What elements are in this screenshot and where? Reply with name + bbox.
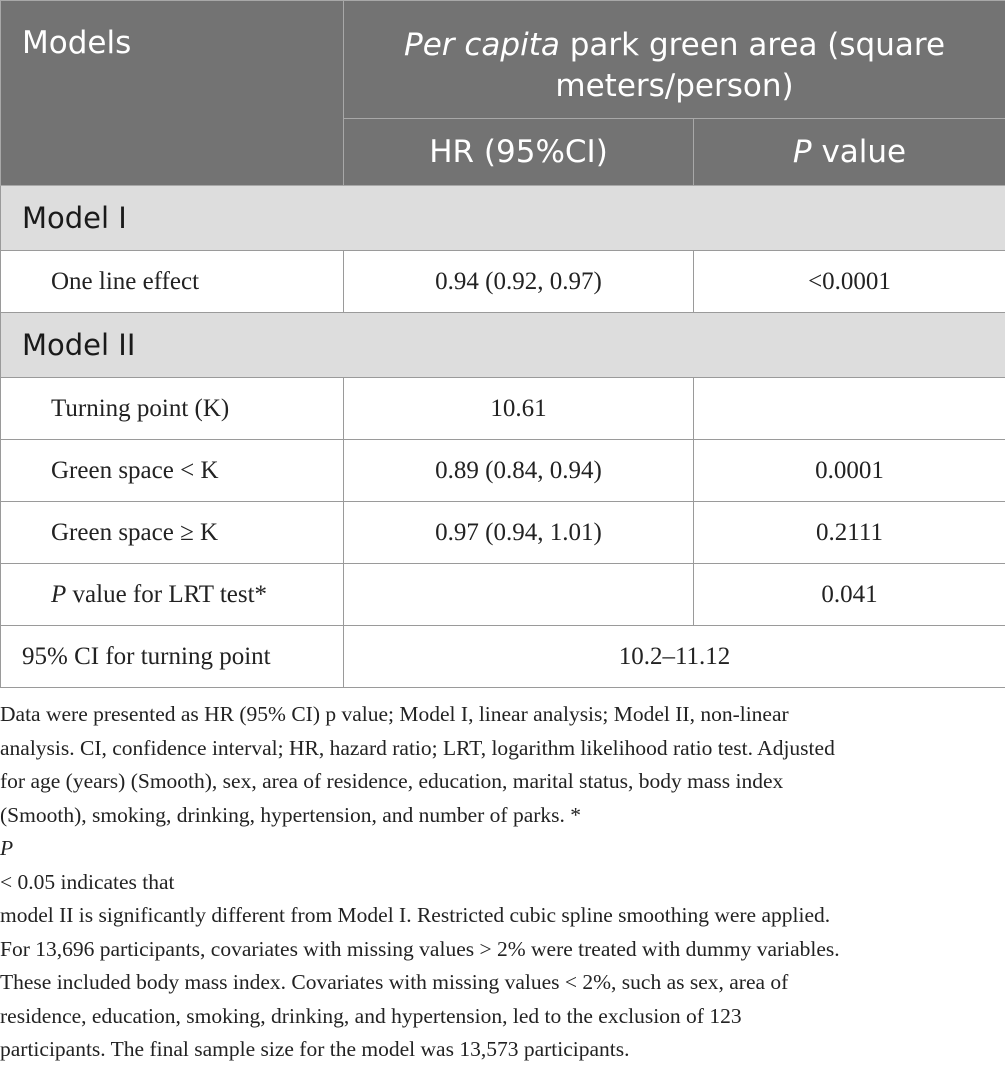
footnote-line: model II is significantly different from Model I. Restricted cubic spline smoothing were applied.: [0, 899, 1005, 933]
model-2-section: [1, 313, 1005, 378]
row-label: Green space < K: [1, 440, 344, 502]
table-row: [1, 502, 1005, 564]
per-capita-rest-1: park green area (square: [560, 27, 945, 63]
footnote-line: residence, education, smoking, drinking, and hypertension, led to the exclusion of 123: [0, 1000, 1005, 1034]
footnote-line: These included body mass index. Covariates with missing values < 2%, such as sex, area of: [0, 966, 1005, 1000]
footnote-line: Data were presented as HR (95% CI) p value; Model I, linear analysis; Model II, non-linear: [0, 698, 1005, 732]
footnote-segment: < 0.05 indicates that: [0, 866, 1005, 900]
table-row: [1, 626, 1005, 688]
per-capita-rest-2: meters/person): [555, 68, 793, 104]
table-row: [1, 251, 1005, 313]
p-italic: P: [793, 134, 812, 170]
hr-cell: 0.97 (0.94, 1.01): [344, 502, 694, 564]
p-cell: [694, 378, 1005, 440]
lrt-p-italic: P: [51, 581, 66, 608]
p-rest: value: [812, 134, 907, 170]
ci-cell: 10.2–11.12: [344, 626, 1005, 688]
hr-cell: 0.89 (0.84, 0.94): [344, 440, 694, 502]
footnote-line: for age (years) (Smooth), sex, area of residence, education, marital status, body mass index: [0, 765, 1005, 799]
row-label: 95% CI for turning point: [1, 626, 344, 688]
footnote-segment: (Smooth), smoking, drinking, hypertension, and number of parks. *: [0, 799, 1005, 833]
p-cell: <0.0001: [694, 251, 1005, 313]
per-capita-italic: Per capita: [404, 27, 560, 63]
model-1-label: Model I: [1, 186, 1005, 251]
footnote-p-italic: P: [0, 836, 13, 860]
p-cell: 0.2111: [694, 502, 1005, 564]
p-value-header: [694, 119, 1005, 186]
hr-header: HR (95%CI): [344, 119, 694, 186]
p-cell: 0.0001: [694, 440, 1005, 502]
models-header: Models: [1, 1, 344, 186]
lrt-label-rest: value for LRT test*: [66, 581, 267, 608]
model-1-section: [1, 186, 1005, 251]
model-2-label: Model II: [1, 313, 1005, 378]
row-label: Green space ≥ K: [1, 502, 344, 564]
header-row-1: [1, 1, 1005, 119]
hr-cell: [344, 564, 694, 626]
table-footnote: [0, 698, 1005, 1067]
p-cell: 0.041: [694, 564, 1005, 626]
row-label: One line effect: [1, 251, 344, 313]
hr-cell: 10.61: [344, 378, 694, 440]
footnote-line: participants. The final sample size for the model was 13,573 participants.: [0, 1033, 1005, 1067]
table-row: [1, 440, 1005, 502]
per-capita-header: [344, 1, 1005, 119]
footnote-line: For 13,696 participants, covariates with missing values > 2% were treated with dummy variables.: [0, 933, 1005, 967]
footnote-line: [0, 799, 1005, 900]
row-label: Turning point (K): [1, 378, 344, 440]
table-row: [1, 564, 1005, 626]
hr-cell: 0.94 (0.92, 0.97): [344, 251, 694, 313]
table-row: [1, 378, 1005, 440]
footnote-line: analysis. CI, confidence interval; HR, hazard ratio; LRT, logarithm likelihood ratio test. Adjusted: [0, 732, 1005, 766]
row-label: [1, 564, 344, 626]
